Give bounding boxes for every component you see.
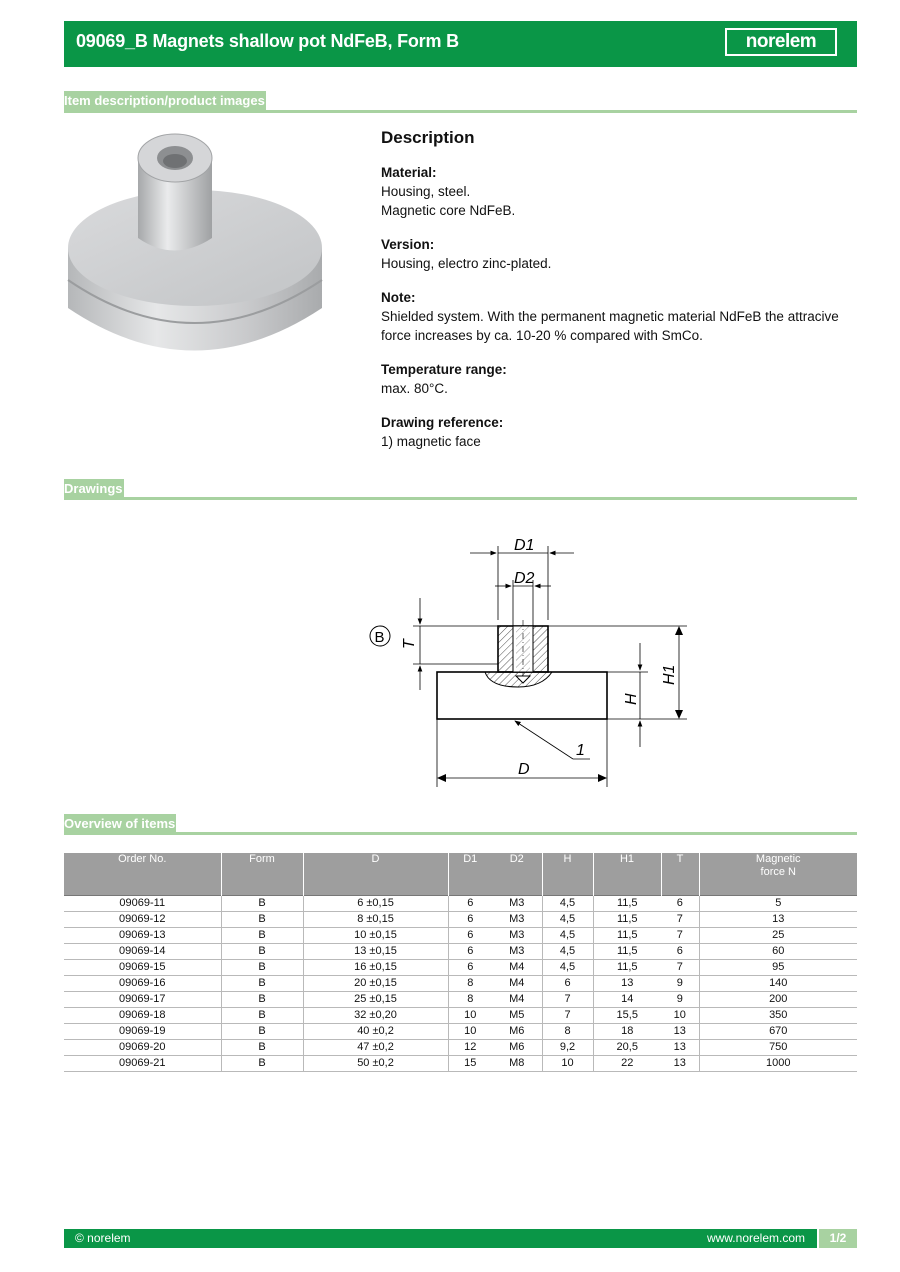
table-row (64, 976, 857, 992)
label-h: H (623, 693, 640, 705)
table-cell: M3 (492, 896, 542, 912)
version-block (381, 235, 861, 273)
table-cell: 09069-19 (64, 1024, 221, 1040)
table-cell: 8 ±0,15 (303, 912, 448, 928)
table-cell: B (221, 960, 303, 976)
table-cell: 8 (448, 976, 492, 992)
table-cell: 25 ±0,15 (303, 992, 448, 1008)
table-cell: 10 (448, 1024, 492, 1040)
table-cell: 09069-12 (64, 912, 221, 928)
table-cell: M3 (492, 912, 542, 928)
table-cell: 09069-20 (64, 1040, 221, 1056)
drawing-reference-line: 1) magnetic face (381, 434, 481, 449)
version-line: Housing, electro zinc-plated. (381, 256, 552, 271)
table-cell: 22 (593, 1056, 661, 1072)
table-cell: 15,5 (593, 1008, 661, 1024)
table-cell: 14 (593, 992, 661, 1008)
table-cell: B (221, 1040, 303, 1056)
section-label-overview: Overview of items (64, 814, 176, 834)
material-heading: Material: (381, 165, 437, 180)
table-cell: 13 (661, 1056, 699, 1072)
table-cell: 6 (448, 944, 492, 960)
table-cell: 7 (661, 912, 699, 928)
table-cell: 09069-15 (64, 960, 221, 976)
table-cell: 09069-11 (64, 896, 221, 912)
col-magnetic-force: Magnetic force N (699, 853, 857, 896)
label-ref-1: 1 (576, 742, 585, 759)
page-header (64, 21, 857, 67)
table-row (64, 1008, 857, 1024)
table-cell: B (221, 1024, 303, 1040)
description-title: Description (381, 128, 475, 147)
table-cell: 13 (593, 976, 661, 992)
drawing-reference-heading: Drawing reference: (381, 415, 504, 430)
table-cell: 6 (542, 976, 593, 992)
table-cell: 12 (448, 1040, 492, 1056)
label-d: D (518, 761, 530, 778)
temperature-line: max. 80°C. (381, 381, 448, 396)
footer-copyright: © norelem (75, 1231, 131, 1245)
note-block (381, 288, 861, 345)
table-cell: 09069-14 (64, 944, 221, 960)
table-cell: 8 (542, 1024, 593, 1040)
section-label-item-description: Item description/product images (64, 91, 266, 111)
table-cell: 4,5 (542, 896, 593, 912)
table-cell: M6 (492, 1024, 542, 1040)
table-cell: 7 (661, 928, 699, 944)
description-panel (381, 128, 861, 466)
footer-website-link[interactable]: www.norelem.com (706, 1231, 805, 1245)
table-cell: 10 (661, 1008, 699, 1024)
page-title: 09069_B Magnets shallow pot NdFeB, Form B (76, 31, 459, 51)
table-cell: 140 (699, 976, 857, 992)
table-row (64, 896, 857, 912)
table-cell: 200 (699, 992, 857, 1008)
label-h1: H1 (661, 664, 678, 685)
table-cell: M4 (492, 960, 542, 976)
section-divider (64, 832, 857, 835)
table-cell: 750 (699, 1040, 857, 1056)
product-image (64, 128, 324, 378)
table-cell: M4 (492, 992, 542, 1008)
page-number: 1/2 (819, 1229, 857, 1248)
temperature-heading: Temperature range: (381, 362, 507, 377)
drawing-reference-block (381, 413, 861, 451)
table-cell: 13 (699, 912, 857, 928)
table-cell: 32 ±0,20 (303, 1008, 448, 1024)
table-cell: 50 ±0,2 (303, 1056, 448, 1072)
table-cell: 13 (661, 1040, 699, 1056)
table-cell: 6 (448, 928, 492, 944)
material-block (381, 163, 861, 220)
table-cell: 11,5 (593, 912, 661, 928)
table-cell: 4,5 (542, 944, 593, 960)
table-cell: 9 (661, 992, 699, 1008)
version-heading: Version: (381, 237, 435, 252)
table-cell: 350 (699, 1008, 857, 1024)
table-row (64, 1040, 857, 1056)
table-cell: M3 (492, 944, 542, 960)
table-cell: B (221, 1008, 303, 1024)
table-cell: 95 (699, 960, 857, 976)
table-cell: 09069-17 (64, 992, 221, 1008)
col-d: D (303, 853, 448, 896)
items-table (64, 853, 857, 1072)
table-cell: 11,5 (593, 928, 661, 944)
note-heading: Note: (381, 290, 416, 305)
section-divider (64, 497, 857, 500)
table-cell: 11,5 (593, 960, 661, 976)
col-d1: D1 (448, 853, 492, 896)
table-cell: 7 (542, 1008, 593, 1024)
material-line: Magnetic core NdFeB. (381, 203, 516, 218)
table-row (64, 960, 857, 976)
table-cell: 15 (448, 1056, 492, 1072)
table-cell: 8 (448, 992, 492, 1008)
table-cell: B (221, 928, 303, 944)
table-cell: 40 ±0,2 (303, 1024, 448, 1040)
table-cell: 6 (448, 896, 492, 912)
table-row (64, 944, 857, 960)
table-cell: M5 (492, 1008, 542, 1024)
table-cell: 10 (448, 1008, 492, 1024)
note-line: Shielded system. With the permanent magnetic material NdFeB the attracive force increases by ca. 10-20 % compared with SmCo. (381, 309, 839, 343)
table-cell: 10 ±0,15 (303, 928, 448, 944)
label-t: T (401, 639, 418, 649)
table-cell: B (221, 992, 303, 1008)
table-cell: 20,5 (593, 1040, 661, 1056)
table-cell: 9,2 (542, 1040, 593, 1056)
technical-drawing (340, 525, 700, 805)
table-cell: 11,5 (593, 944, 661, 960)
col-form: Form (221, 853, 303, 896)
table-cell: 6 (661, 944, 699, 960)
table-cell: B (221, 944, 303, 960)
norelem-logo: norelem (725, 28, 837, 56)
page-footer (64, 1229, 817, 1248)
table-cell: 4,5 (542, 912, 593, 928)
table-cell: 7 (661, 960, 699, 976)
table-cell: 7 (542, 992, 593, 1008)
table-cell: 47 ±0,2 (303, 1040, 448, 1056)
temperature-block (381, 360, 861, 398)
col-h: H (542, 853, 593, 896)
label-form: B (374, 629, 385, 646)
col-t: T (661, 853, 699, 896)
table-row (64, 1056, 857, 1072)
table-cell: 25 (699, 928, 857, 944)
table-cell: B (221, 1056, 303, 1072)
material-line: Housing, steel. (381, 184, 471, 199)
table-cell: 6 (661, 896, 699, 912)
table-cell: 09069-16 (64, 976, 221, 992)
table-cell: 13 ±0,15 (303, 944, 448, 960)
table-cell: B (221, 896, 303, 912)
table-cell: 5 (699, 896, 857, 912)
table-cell: 4,5 (542, 960, 593, 976)
table-cell: 09069-18 (64, 1008, 221, 1024)
table-cell: 9 (661, 976, 699, 992)
table-cell: 6 (448, 912, 492, 928)
table-row (64, 928, 857, 944)
table-cell: 18 (593, 1024, 661, 1040)
table-cell: B (221, 912, 303, 928)
table-cell: 16 ±0,15 (303, 960, 448, 976)
table-cell: 11,5 (593, 896, 661, 912)
table-row (64, 992, 857, 1008)
table-cell: B (221, 976, 303, 992)
table-cell: 13 (661, 1024, 699, 1040)
label-d2: D2 (514, 570, 535, 587)
col-d2: D2 (492, 853, 542, 896)
table-cell: 10 (542, 1056, 593, 1072)
table-cell: M4 (492, 976, 542, 992)
table-cell: 1000 (699, 1056, 857, 1072)
section-label-drawings: Drawings (64, 479, 124, 499)
table-cell: 09069-13 (64, 928, 221, 944)
col-order-no: Order No. (64, 853, 221, 896)
table-cell: 670 (699, 1024, 857, 1040)
table-cell: 6 (448, 960, 492, 976)
table-cell: 60 (699, 944, 857, 960)
table-cell: 4,5 (542, 928, 593, 944)
table-cell: M3 (492, 928, 542, 944)
table-row (64, 1024, 857, 1040)
table-cell: 09069-21 (64, 1056, 221, 1072)
table-cell: 6 ±0,15 (303, 896, 448, 912)
table-row (64, 912, 857, 928)
table-cell: 20 ±0,15 (303, 976, 448, 992)
label-d1: D1 (514, 537, 535, 554)
col-h1: H1 (593, 853, 661, 896)
table-cell: M8 (492, 1056, 542, 1072)
table-cell: M6 (492, 1040, 542, 1056)
table-header-row (64, 853, 857, 896)
